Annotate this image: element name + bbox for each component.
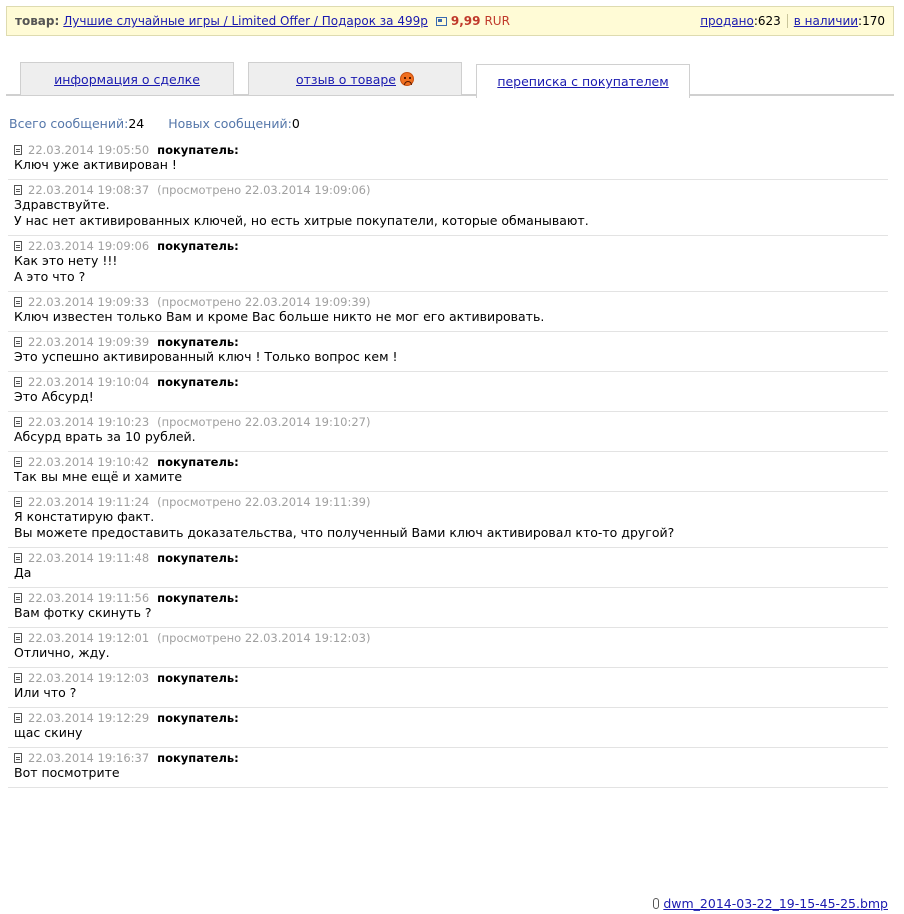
document-icon — [14, 633, 22, 643]
tab-bar — [6, 62, 894, 96]
message-author: покупатель: — [157, 671, 239, 685]
message-text: Вот посмотрите — [14, 765, 120, 780]
message-author: покупатель: — [157, 591, 239, 605]
product-bar — [6, 6, 894, 36]
message-viewed-status: (просмотрено 22.03.2014 19:12:03) — [157, 631, 371, 645]
message-header — [14, 751, 882, 765]
message-item — [8, 708, 888, 748]
in-stock-link[interactable]: в наличии — [793, 14, 859, 28]
message-author: покупатель: — [157, 455, 239, 469]
message-timestamp: 22.03.2014 19:12:01 — [28, 631, 150, 645]
message-timestamp: 22.03.2014 19:16:37 — [28, 751, 150, 765]
message-item — [8, 588, 888, 628]
document-icon — [14, 241, 22, 251]
message-timestamp: 22.03.2014 19:11:48 — [28, 551, 150, 565]
message-header — [14, 239, 882, 253]
message-counts — [9, 116, 300, 131]
new-messages-label: Новых сообщений: — [168, 116, 292, 131]
price-tag-icon — [436, 17, 447, 26]
message-timestamp: 22.03.2014 19:10:23 — [28, 415, 150, 429]
message-header — [14, 551, 882, 565]
tab-deal-info[interactable] — [20, 62, 234, 95]
paperclip-icon — [653, 898, 659, 909]
message-text: Отлично, жду. — [14, 645, 110, 660]
document-icon — [14, 297, 22, 307]
message-author: покупатель: — [157, 751, 239, 765]
message-item — [8, 492, 888, 548]
message-header — [14, 671, 882, 685]
message-text: Здравствуйте. У нас нет активированных ключей, но есть хитрые покупатели, которые обманывают. — [14, 197, 589, 228]
message-item — [8, 412, 888, 452]
document-icon — [14, 753, 22, 763]
tab-buyer-correspondence-link[interactable]: переписка с покупателем — [497, 74, 669, 89]
message-author: покупатель: — [157, 335, 239, 349]
message-timestamp: 22.03.2014 19:09:33 — [28, 295, 150, 309]
message-timestamp: 22.03.2014 19:11:56 — [28, 591, 150, 605]
message-header — [14, 335, 882, 349]
message-timestamp: 22.03.2014 19:09:06 — [28, 239, 150, 253]
message-item — [8, 548, 888, 588]
message-text: Ключ известен только Вам и кроме Вас больше никто не мог его активировать. — [14, 309, 545, 324]
sold-link[interactable]: продано — [700, 14, 754, 28]
message-author: покупатель: — [157, 551, 239, 565]
total-messages-label: Всего сообщений: — [9, 116, 129, 131]
message-viewed-status: (просмотрено 22.03.2014 19:11:39) — [157, 495, 371, 509]
message-timestamp: 22.03.2014 19:12:29 — [28, 711, 150, 725]
product-name-link[interactable]: Лучшие случайные игры / Limited Offer / Подарок за 499р — [63, 14, 428, 28]
message-header — [14, 455, 882, 469]
message-author: покупатель: — [157, 711, 239, 725]
document-icon — [14, 593, 22, 603]
message-text: Я констатирую факт. Вы можете предоставить доказательства, что полученный Вами ключ активировал кто-то другой? — [14, 509, 675, 540]
product-stats — [700, 14, 885, 28]
message-author: покупатель: — [157, 375, 239, 389]
message-item — [8, 372, 888, 412]
attachment-link[interactable]: dwm_2014-03-22_19-15-45-25.bmp — [663, 896, 888, 911]
message-timestamp: 22.03.2014 19:10:04 — [28, 375, 150, 389]
document-icon — [14, 145, 22, 155]
stats-divider — [787, 14, 788, 28]
message-header — [14, 711, 882, 725]
message-timestamp: 22.03.2014 19:05:50 — [28, 143, 150, 157]
total-messages-value: 24 — [128, 116, 145, 131]
message-header — [14, 415, 882, 429]
message-header — [14, 631, 882, 645]
message-text: Как это нету !!! А это что ? — [14, 253, 118, 284]
message-text: Это Абсурд! — [14, 389, 94, 404]
message-item — [8, 140, 888, 180]
message-timestamp: 22.03.2014 19:09:39 — [28, 335, 150, 349]
sad-face-icon — [400, 72, 414, 86]
message-author: покупатель: — [157, 239, 239, 253]
message-item — [8, 332, 888, 372]
message-viewed-status: (просмотрено 22.03.2014 19:09:06) — [157, 183, 371, 197]
message-text: Это успешно активированный ключ ! Только вопрос кем ! — [14, 349, 398, 364]
tab-deal-info-link[interactable]: информация о сделке — [54, 71, 200, 87]
product-label: товар: — [15, 14, 60, 28]
document-icon — [14, 417, 22, 427]
message-item — [8, 236, 888, 292]
document-icon — [14, 497, 22, 507]
message-text: Абсурд врать за 10 рублей. — [14, 429, 196, 444]
document-icon — [14, 553, 22, 563]
message-text: Ключ уже активирован ! — [14, 157, 177, 172]
tab-buyer-correspondence[interactable] — [476, 64, 690, 98]
message-list — [8, 140, 888, 788]
message-viewed-status: (просмотрено 22.03.2014 19:10:27) — [157, 415, 371, 429]
message-text: щас скину — [14, 725, 83, 740]
message-header — [14, 495, 882, 509]
message-author: покупатель: — [157, 143, 239, 157]
message-item — [8, 748, 888, 788]
message-item — [8, 628, 888, 668]
message-header — [14, 143, 882, 157]
message-viewed-status: (просмотрено 22.03.2014 19:09:39) — [157, 295, 371, 309]
document-icon — [14, 337, 22, 347]
message-text: Вам фотку скинуть ? — [14, 605, 152, 620]
message-header — [14, 183, 882, 197]
message-text: Да — [14, 565, 32, 580]
product-price: 9,99 — [450, 14, 481, 28]
attachment[interactable] — [653, 896, 888, 911]
message-item — [8, 668, 888, 708]
message-text: Так вы мне ещё и хамите — [14, 469, 183, 484]
sold-count: :623 — [753, 14, 781, 28]
message-timestamp: 22.03.2014 19:12:03 — [28, 671, 150, 685]
message-text: Или что ? — [14, 685, 77, 700]
document-icon — [14, 673, 22, 683]
tab-product-review-link[interactable]: отзыв о товаре — [296, 71, 396, 87]
in-stock-count: :170 — [858, 14, 885, 28]
document-icon — [14, 185, 22, 195]
message-timestamp: 22.03.2014 19:08:37 — [28, 183, 150, 197]
product-currency: RUR — [484, 14, 510, 28]
message-item — [8, 452, 888, 492]
message-header — [14, 591, 882, 605]
message-timestamp: 22.03.2014 19:11:24 — [28, 495, 150, 509]
message-header — [14, 295, 882, 309]
document-icon — [14, 457, 22, 467]
message-timestamp: 22.03.2014 19:10:42 — [28, 455, 150, 469]
message-item — [8, 292, 888, 332]
tab-product-review[interactable] — [248, 62, 462, 95]
message-header — [14, 375, 882, 389]
new-messages-value: 0 — [291, 116, 300, 131]
document-icon — [14, 377, 22, 387]
document-icon — [14, 713, 22, 723]
message-item — [8, 180, 888, 236]
